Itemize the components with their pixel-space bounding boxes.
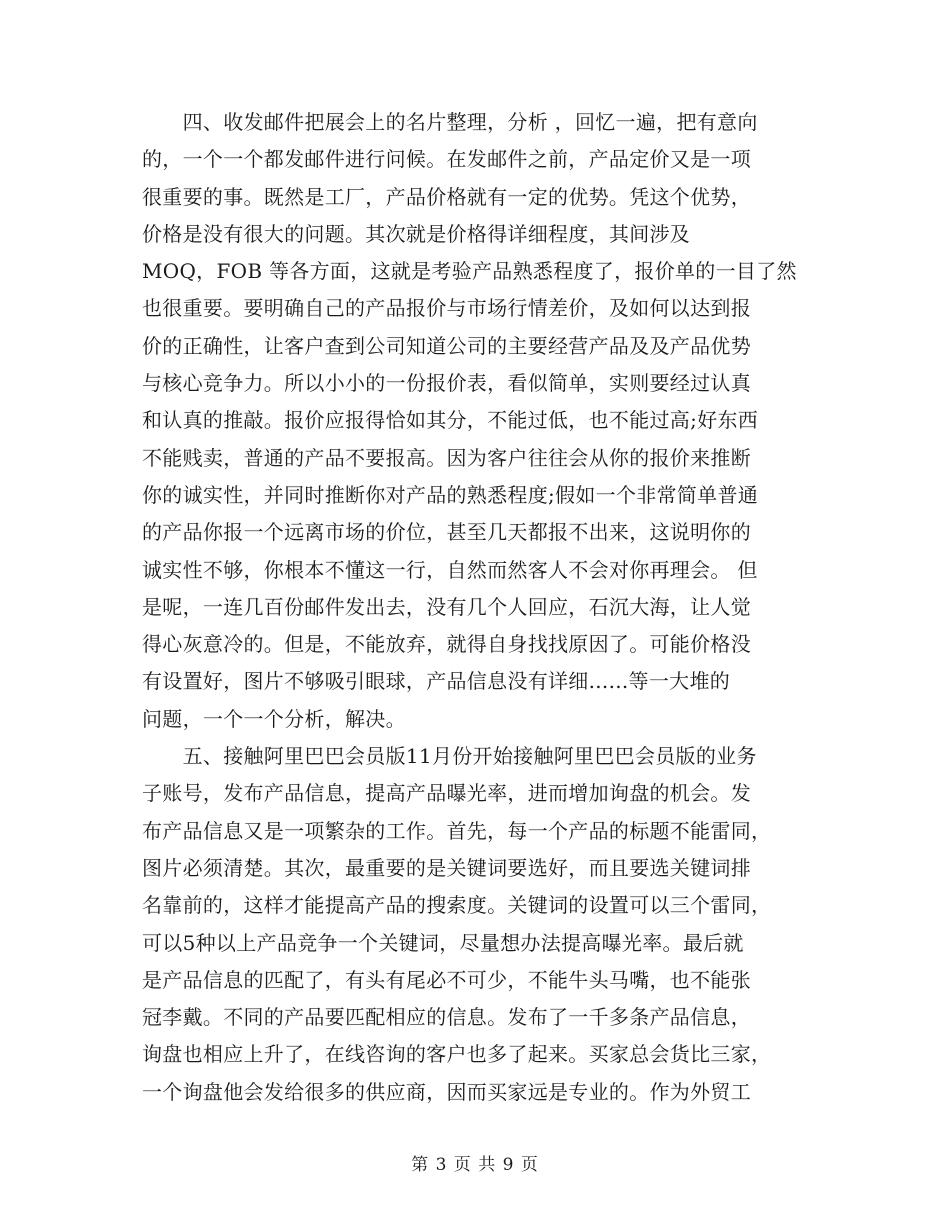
text-line: 和认真的推敲。报价应报得恰如其分，不能过低，也不能过高;好东西 (142, 408, 759, 433)
text-line: 询盘也相应上升了，在线咨询的客户也多了起来。买家总会货比三家， (142, 1042, 772, 1067)
text-line: 是呢，一连几百份邮件发出去，没有几个人回应，石沉大海，让人觉 (142, 594, 751, 619)
text-line: 可以5种以上产品竞争一个关键词，尽量想办法提高曝光率。最后就 (142, 930, 744, 955)
text-line: 很重要的事。既然是工厂，产品价格就有一定的优势。凭这个优势， (142, 184, 751, 209)
text-line: 布产品信息又是一项繁杂的工作。首先，每一个产品的标题不能雷同， (142, 818, 772, 843)
text-line: 得心灰意冷的。但是，不能放弃，就得自身找找原因了。可能价格没 (142, 632, 751, 657)
text-line: 问题，一个一个分析，解决。 (142, 706, 406, 731)
page-number-footer: 第 3 页 共 9 页 (411, 1155, 539, 1175)
text-line: 四、收发邮件把展会上的名片整理，分析 ，回忆一遍，把有意向 (142, 110, 758, 134)
text-line: 与核心竞争力。所以小小的一份报价表，看似简单，实则要经过认真 (142, 371, 751, 396)
text-line: 冠李戴。不同的产品要匹配相应的信息。发布了一千多条产品信息， (142, 1005, 751, 1030)
text-line: 诚实性不够，你根本不懂这一行，自然而然客人不会对你再理会。 但 (142, 557, 758, 582)
text-line: 不能贱卖，普通的产品不要报高。因为客户往往会从你的报价来推断 (142, 445, 751, 470)
text-line: 五、接触阿里巴巴会员版11月份开始接触阿里巴巴会员版的业务 (142, 744, 757, 769)
text-line: 一个询盘他会发给很多的供应商，因而买家远是专业的。作为外贸工 (142, 1079, 751, 1104)
body-text (142, 104, 822, 1111)
text-line: 价格是没有很大的问题。其次就是价格得详细程度，其间涉及 (142, 221, 691, 246)
text-line: 是产品信息的匹配了，有头有尾必不可少，不能牛头马嘴，也不能张 (142, 967, 751, 992)
text-line: 图片必须清楚。其次，最重要的是关键词要选好，而且要选关键词排 (142, 855, 751, 880)
text-line: 你的诚实性，并同时推断你对产品的熟悉程度;假如一个非常简单普通 (142, 482, 759, 507)
text-line: 价的正确性，让客户查到公司知道公司的主要经营产品及及产品优势 (142, 333, 751, 358)
text-line: 的产品你报一个远离市场的价位，甚至几天都报不出来，这说明你的 (142, 520, 751, 545)
text-line: 也很重要。要明确自己的产品报价与市场行情差价，及如何以达到报 (142, 296, 751, 321)
text-line: 子账号，发布产品信息，提高产品曝光率，进而增加询盘的机会。发 (142, 781, 751, 806)
text-line: MOQ，FOB 等各方面，这就是考验产品熟悉程度了，报价单的一目了然 (142, 259, 797, 284)
text-line: 的，一个一个都发邮件进行问候。在发邮件之前，产品定价又是一项 (142, 147, 751, 172)
text-line: 名靠前的，这样才能提高产品的搜索度。关键词的设置可以三个雷同， (142, 893, 772, 918)
text-line: 有设置好，图片不够吸引眼球，产品信息没有详细......等一大堆的 (142, 669, 731, 694)
